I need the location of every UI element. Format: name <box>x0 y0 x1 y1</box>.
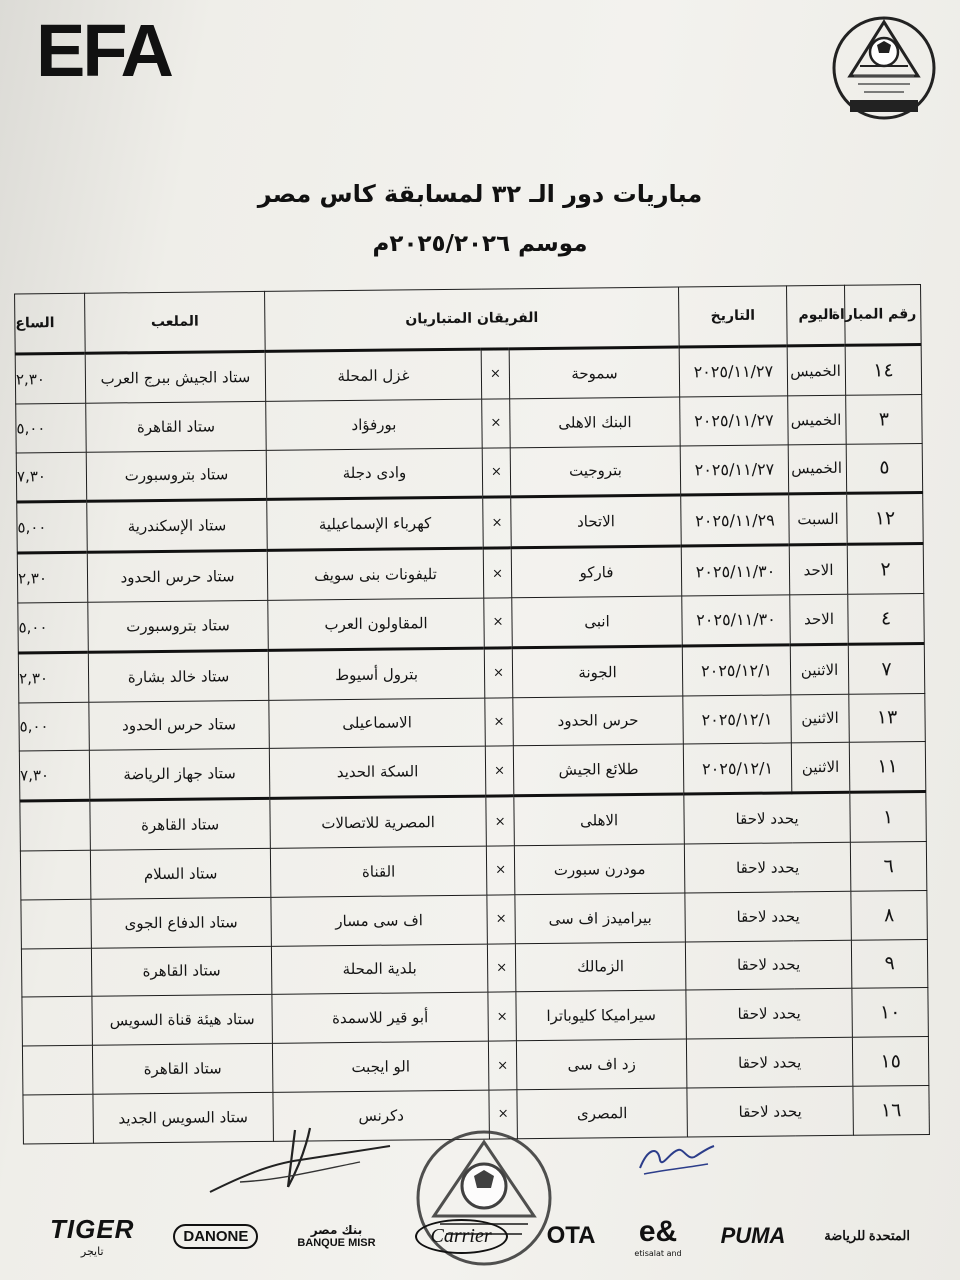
kickoff-time-cell: ٥,٠٠ <box>18 602 89 653</box>
away-team-cell: السكة الحديد <box>269 746 486 798</box>
tbd-date-cell: يحدد لاحقا <box>685 940 852 991</box>
stadium-cell: ستاد الجيش ببرج العرب <box>85 351 266 403</box>
away-team-cell: بورفؤاد <box>266 399 483 450</box>
puma-logo: PUMA <box>720 1223 786 1248</box>
stadium-cell: ستاد جهاز الرياضة <box>89 749 270 801</box>
stadium-cell: ستاد الدفاع الجوى <box>91 897 272 948</box>
match-number-cell: ٨ <box>851 890 928 940</box>
stadium-cell: ستاد الإسكندرية <box>87 500 268 553</box>
kickoff-time-cell: ٢,٣٠ <box>15 353 86 404</box>
day-cell: الاثنين <box>790 644 849 694</box>
home-team-cell: البنك الاهلى <box>510 397 681 448</box>
home-team-cell: حرس الحدود <box>513 696 684 747</box>
table-header-row <box>15 285 922 354</box>
date-cell: ٢٠٢٥/١٢/١ <box>683 694 792 744</box>
versus-cell: × <box>487 943 516 992</box>
date-cell: ٢٠٢٥/١١/٢٩ <box>681 494 790 546</box>
stadium-cell: ستاد هيئة قناة السويس <box>92 995 273 1046</box>
versus-cell: × <box>484 598 513 648</box>
home-team-cell: زد اف سى <box>516 1039 687 1090</box>
match-number-cell: ١٢ <box>847 493 924 545</box>
time-cell-empty <box>20 850 91 900</box>
sponsor-banque-misr <box>297 1223 375 1249</box>
home-team-cell: انبى <box>512 596 683 648</box>
page-title: مباريات دور الـ ٣٢ لمسابقة كاس مصر <box>257 180 703 208</box>
day-cell: السبت <box>789 494 848 545</box>
match-number-cell: ٥ <box>846 443 923 494</box>
time-cell-empty <box>20 800 91 851</box>
home-team-cell: المصرى <box>517 1088 688 1139</box>
header-stadium: الملعب <box>85 291 266 353</box>
united-sports-logo: المتحدة للرياضة <box>824 1228 910 1243</box>
sponsor-carrier <box>415 1219 508 1254</box>
versus-cell: × <box>487 895 516 944</box>
egyptian-fa-crest-icon <box>830 14 938 122</box>
etisalat-logo: e& <box>638 1214 678 1248</box>
away-team-cell: المقاولون العرب <box>268 598 485 650</box>
stadium-cell: ستاد بتروسبورت <box>88 600 269 652</box>
kickoff-time-cell: ٥,٠٠ <box>16 403 87 453</box>
versus-cell: × <box>485 697 514 746</box>
header-match-no: رقم المباراة <box>845 285 922 346</box>
tiger-logo: TIGER <box>50 1214 135 1244</box>
home-team-cell: الاهلى <box>514 794 685 846</box>
stadium-cell: ستاد خالد بشارة <box>88 650 269 702</box>
time-cell-empty <box>22 1045 93 1095</box>
time-cell-empty <box>23 1094 94 1144</box>
match-number-cell: ٦ <box>850 841 927 891</box>
sponsor-ota <box>547 1222 596 1250</box>
banque-misr-logo-ar: بنك مصر <box>310 1223 363 1237</box>
kickoff-time-cell: ٢,٣٠ <box>17 552 88 603</box>
home-team-cell: بيراميدز اف سى <box>515 893 686 944</box>
day-cell: الاحد <box>789 544 848 594</box>
header-day: اليوم <box>787 285 846 346</box>
sponsor-logos-bar <box>50 1200 910 1272</box>
kickoff-time-cell: ٧,٣٠ <box>16 452 87 503</box>
day-cell: الخميس <box>788 395 847 444</box>
stadium-cell: ستاد القاهرة <box>90 799 271 851</box>
stadium-cell: ستاد السلام <box>90 848 271 899</box>
away-team-cell: بترول أسيوط <box>268 648 485 700</box>
match-number-cell: ٣ <box>846 394 923 444</box>
home-team-cell: سموحة <box>509 347 680 399</box>
versus-cell: × <box>483 548 512 598</box>
efa-logo: EFA <box>36 9 171 92</box>
away-team-cell: الاسماعيلى <box>269 698 486 749</box>
day-cell: الاحد <box>790 594 849 644</box>
home-team-cell: فاركو <box>511 546 682 598</box>
tbd-date-cell: يحدد لاحقا <box>686 989 853 1040</box>
header-date: التاريخ <box>679 286 788 347</box>
sponsor-united-sports <box>824 1228 910 1244</box>
home-team-cell: الزمالك <box>515 942 686 993</box>
date-cell: ٢٠٢٥/١٢/١ <box>683 743 792 794</box>
match-number-cell: ١١ <box>849 742 926 793</box>
date-cell: ٢٠٢٥/١١/٣٠ <box>681 545 790 596</box>
signature-right <box>630 1138 720 1178</box>
match-number-cell: ٢ <box>847 544 924 595</box>
sponsor-etisalat <box>634 1215 681 1258</box>
danone-logo: DANONE <box>173 1224 258 1249</box>
sponsor-tiger <box>50 1214 134 1258</box>
date-cell: ٢٠٢٥/١١/٢٧ <box>680 444 789 495</box>
away-team-cell: كهرباء الإسماعيلية <box>267 497 484 550</box>
sponsor-puma <box>721 1223 786 1249</box>
tbd-date-cell: يحدد لاحقا <box>685 891 852 942</box>
tbd-date-cell: يحدد لاحقا <box>686 1037 853 1088</box>
versus-cell: × <box>483 497 512 548</box>
versus-cell: × <box>485 746 514 796</box>
stadium-cell: ستاد حرس الحدود <box>89 700 270 751</box>
match-number-cell: ١ <box>850 792 927 843</box>
day-cell: الاثنين <box>791 694 850 743</box>
away-team-cell: اف سى مسار <box>271 895 488 946</box>
match-number-cell: ٤ <box>848 593 925 644</box>
tbd-date-cell: يحدد لاحقا <box>684 842 851 893</box>
versus-cell: × <box>482 447 511 497</box>
versus-cell: × <box>486 796 515 846</box>
date-cell: ٢٠٢٥/١٢/١ <box>682 645 791 696</box>
home-team-cell: الجونة <box>512 646 683 698</box>
table-body <box>15 345 929 1144</box>
versus-cell: × <box>482 399 511 448</box>
home-team-cell: مودرن سبورت <box>514 844 685 895</box>
signature-left <box>200 1122 410 1202</box>
versus-cell: × <box>488 992 517 1041</box>
away-team-cell: القناة <box>270 846 487 897</box>
time-cell-empty <box>22 997 93 1047</box>
stadium-cell: ستاد القاهرة <box>92 1043 273 1094</box>
away-team-cell: المصرية للاتصالات <box>270 796 487 848</box>
kickoff-time-cell: ٥,٠٠ <box>17 502 88 554</box>
versus-cell: × <box>481 349 510 399</box>
kickoff-time-cell: ٧,٣٠ <box>19 751 90 802</box>
away-team-cell: الو ايجبت <box>272 1041 489 1092</box>
home-team-cell: الاتحاد <box>511 495 682 548</box>
tiger-logo-ar: تايجر <box>80 1245 104 1258</box>
versus-cell: × <box>486 846 515 895</box>
kickoff-time-cell: ٥,٠٠ <box>19 702 90 752</box>
day-cell: الخميس <box>788 444 847 494</box>
away-team-cell: وادى دجلة <box>266 448 483 500</box>
header-teams: الفريقان المتباريان <box>265 287 680 351</box>
tbd-date-cell: يحدد لاحقا <box>684 792 851 844</box>
stadium-cell: ستاد القاهرة <box>86 401 267 452</box>
away-team-cell: غزل المحلة <box>265 349 482 401</box>
home-team-cell: سيراميكا كليوباترا <box>516 990 687 1041</box>
match-number-cell: ١٠ <box>852 988 929 1038</box>
match-number-cell: ١٦ <box>853 1085 930 1135</box>
away-team-cell: دكرنس <box>273 1090 490 1141</box>
header-time: الساع <box>15 293 86 354</box>
match-number-cell: ١٣ <box>849 693 926 743</box>
ota-logo: OTA <box>546 1222 596 1249</box>
versus-cell: × <box>488 1041 517 1090</box>
versus-cell: × <box>489 1090 518 1139</box>
stadium-cell: ستاد القاهرة <box>91 946 272 997</box>
match-schedule-table <box>14 284 930 1144</box>
stadium-cell: ستاد السويس الجديد <box>93 1092 274 1143</box>
day-cell: الخميس <box>787 345 846 395</box>
banque-misr-logo: BANQUE MISR <box>297 1237 376 1249</box>
away-team-cell: بلدية المحلة <box>271 944 488 995</box>
match-number-cell: ١٥ <box>852 1037 929 1087</box>
etisalat-subtext: etisalat and <box>634 1248 682 1258</box>
match-number-cell: ١٤ <box>845 345 922 396</box>
carrier-logo: Carrier <box>415 1219 508 1254</box>
home-team-cell: طلائع الجيش <box>513 744 684 796</box>
match-number-cell: ٩ <box>851 939 928 989</box>
kickoff-time-cell: ٢,٣٠ <box>18 652 89 703</box>
tbd-date-cell: يحدد لاحقا <box>687 1086 854 1137</box>
versus-cell: × <box>484 648 513 698</box>
day-cell: الاثنين <box>791 743 850 793</box>
away-team-cell: تليفونات بنى سويف <box>267 548 484 600</box>
season-subtitle: موسم ٢٠٢٥/٢٠٢٦م <box>372 231 588 257</box>
away-team-cell: أبو قير للاسمدة <box>272 992 489 1043</box>
time-cell-empty <box>21 899 92 949</box>
date-cell: ٢٠٢٥/١١/٣٠ <box>682 595 791 646</box>
sponsor-danone <box>173 1224 258 1249</box>
stadium-cell: ستاد بتروسبورت <box>86 450 267 502</box>
time-cell-empty <box>21 948 92 998</box>
stadium-cell: ستاد حرس الحدود <box>87 551 268 603</box>
date-cell: ٢٠٢٥/١١/٢٧ <box>679 346 788 397</box>
date-cell: ٢٠٢٥/١١/٢٧ <box>680 396 789 446</box>
match-number-cell: ٧ <box>848 643 925 694</box>
home-team-cell: بتروجيت <box>510 446 681 498</box>
